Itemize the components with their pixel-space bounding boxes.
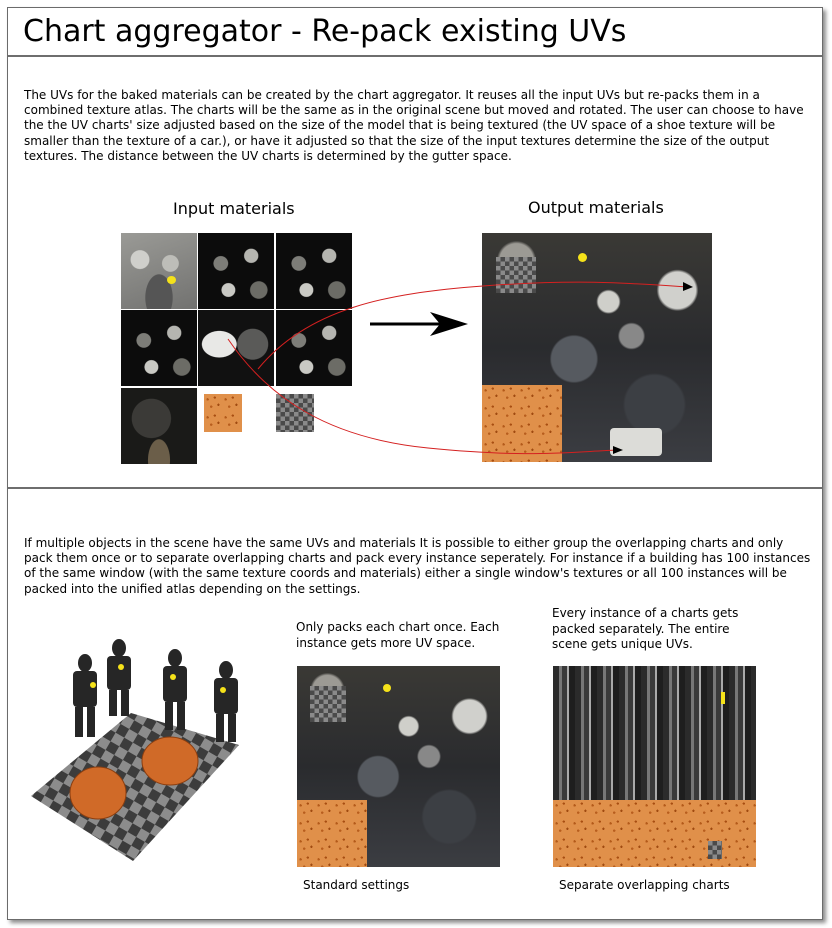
title-bar	[8, 8, 822, 57]
output-atlas-texture	[482, 233, 712, 462]
standard-checker-chart	[310, 686, 346, 722]
input-texture-shield	[198, 310, 274, 386]
right-arrow-icon	[368, 308, 472, 340]
input-texture-belt	[276, 310, 352, 386]
document-frame	[7, 7, 823, 920]
checker-floor	[31, 713, 239, 861]
input-texture-body	[121, 233, 197, 309]
overlap-paragraph: If multiple objects in the scene have the same UVs and materials It is possible to either group the overlapping charts and only pack them once or to separate overlapping charts and pack every instance seperately. For instance if a building has 100 instances of the same window (with the same texture coords and materials) either a single window's textures or all 100 instances will be packed into the unified atlas depending on the settings.	[24, 536, 811, 596]
separate-charts-caption: Separate overlapping charts	[559, 878, 730, 892]
separate-checker-chart	[708, 841, 722, 859]
page-title: Chart aggregator - Re-pack existing UVs	[23, 14, 627, 49]
output-materials-label: Output materials	[528, 198, 664, 217]
standard-lava-chart	[297, 800, 367, 867]
separate-description: Every instance of a charts gets packed separately. The entire scene gets unique UVs.	[552, 606, 739, 651]
separate-yellow-light	[721, 692, 725, 704]
separate-atlas-texture	[553, 666, 756, 867]
standard-description: Only packs each chart once. Each instance gets more UV space.	[296, 620, 500, 650]
section-divider	[8, 487, 822, 489]
standard-atlas-texture	[297, 666, 500, 867]
scene-render-image	[23, 633, 263, 863]
input-texture-plates	[121, 310, 197, 386]
atlas-lava-chart	[482, 385, 562, 462]
input-texture-cave	[121, 388, 197, 464]
standard-settings-caption: Standard settings	[303, 878, 410, 892]
atlas-yellow-light	[578, 253, 587, 262]
input-texture-armor	[198, 233, 274, 309]
intro-paragraph: The UVs for the baked materials can be created by the chart aggregator. It reuses all the input UVs but re-packs them in a combined texture atlas. The charts will be the same as in the original scene but moved and rotated. The user can choose to have the the UV charts' size adjusted based on the size of the model that is being textured (the UV space of a shoe texture will be smaller than the texture of a car.), or have it adjusted so that the size of the input textures determine the size of the output textures. The distance between the UV charts is determined by the gutter space.	[24, 88, 804, 163]
yellow-light-mark	[167, 276, 176, 284]
atlas-checker-chart	[496, 257, 536, 293]
standard-yellow-light	[383, 684, 391, 692]
separate-lava-region	[553, 800, 756, 867]
input-texture-checker	[276, 394, 314, 432]
input-texture-lava	[204, 394, 242, 432]
input-texture-parts	[276, 233, 352, 309]
input-materials-label: Input materials	[173, 199, 295, 218]
atlas-shield-chart	[610, 428, 662, 456]
